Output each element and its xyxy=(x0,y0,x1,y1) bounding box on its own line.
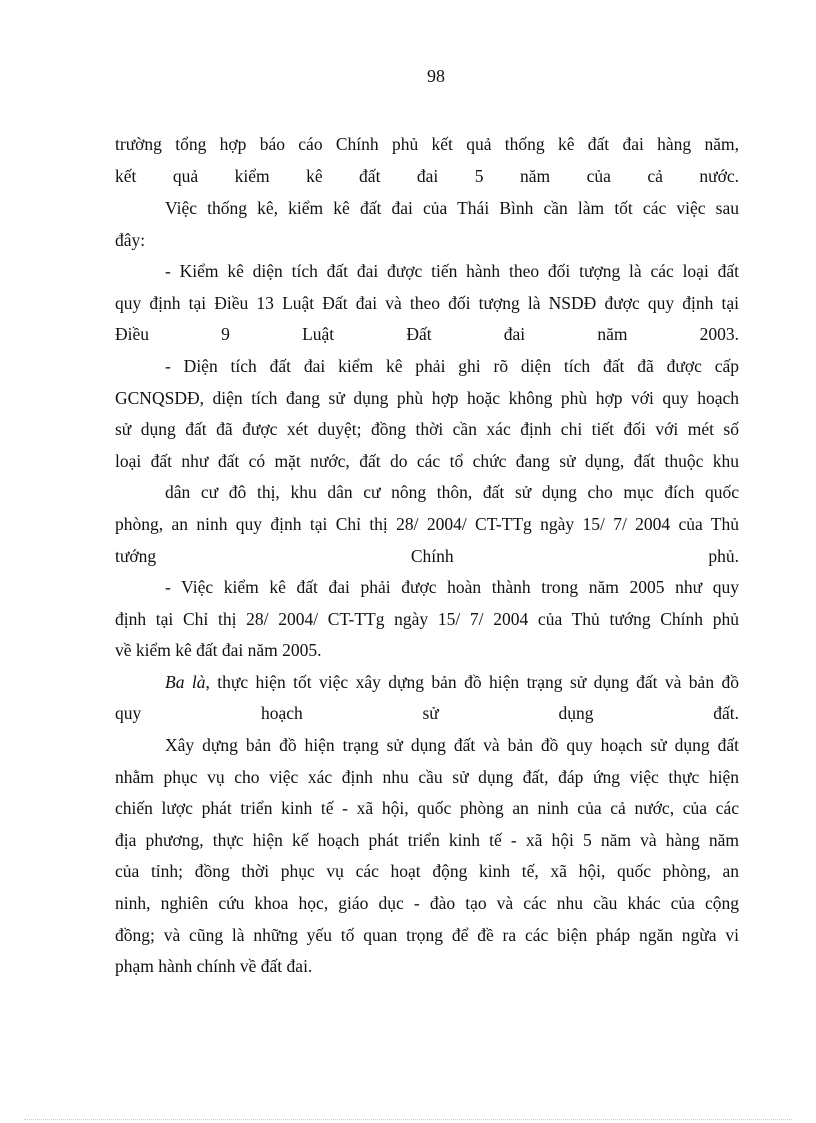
page-bottom-rule xyxy=(24,1119,792,1120)
text-line: kết quả kiểm kê đất đai 5 năm của cả nước. xyxy=(115,166,739,186)
text-line: Xây dựng bản đồ hiện trạng sử dụng đất và bản đồ quy hoạch sử dụng đất xyxy=(165,735,739,755)
text-line: - Việc kiểm kê đất đai phải được hoàn thành trong năm 2005 như quy xyxy=(165,577,739,597)
text-line: của tỉnh; đồng thời phục vụ các hoạt động kinh tế, xã hội, quốc phòng, an xyxy=(115,861,739,881)
text-line: trường tổng hợp báo cáo Chính phủ kết quả thống kê đất đai hàng năm, xyxy=(115,134,739,154)
text-line xyxy=(165,666,739,698)
text-line: GCNQSDĐ, diện tích đang sử dụng phù hợp hoặc không phù hợp với quy hoạch xyxy=(115,388,739,408)
text-line: Điều 9 Luật Đất đai năm 2003. xyxy=(115,324,739,344)
text-line: - Kiểm kê diện tích đất đai được tiến hành theo đối tượng là các loại đất xyxy=(165,261,739,281)
text-line: về kiểm kê đất đai năm 2005. xyxy=(115,640,322,660)
text-line: quy định tại Điều 13 Luật Đất đai và theo đối tượng là NSDĐ được quy định tại xyxy=(115,293,739,313)
text-line: định tại Chỉ thị 28/ 2004/ CT-TTg ngày 15/ 7/ 2004 của Thủ tướng Chính phủ xyxy=(115,609,739,629)
text-line: loại đất như đất có mặt nước, đất do các tổ chức đang sử dụng, đất thuộc khu xyxy=(115,451,739,471)
text-line: nhằm phục vụ cho việc xác định nhu cầu sử dụng đất, đáp ứng việc thực hiện xyxy=(115,767,739,787)
text-line: sử dụng đất đã được xét duyệt; đồng thời cần xác định chi tiết đối với mét số xyxy=(115,419,739,439)
text-line: tướng Chính phủ. xyxy=(115,546,739,566)
text-line: ninh, nghiên cứu khoa học, giáo dục - đào tạo và các nhu cầu khác của cộng xyxy=(115,893,739,913)
text-line: phòng, an ninh quy định tại Chỉ thị 28/ 2004/ CT-TTg ngày 15/ 7/ 2004 của Thủ xyxy=(115,514,739,534)
text-line: phạm hành chính về đất đai. xyxy=(115,956,313,976)
text-line: Việc thống kê, kiểm kê đất đai của Thái Bình cần làm tốt các việc sau xyxy=(165,198,739,218)
text-line: đây: xyxy=(115,230,146,250)
text-line: địa phương, thực hiện kế hoạch phát triển kinh tế - xã hội 5 năm và hàng năm xyxy=(115,830,739,850)
text-span: , thực hiện tốt việc xây dựng bản đồ hiện trạng sử dụng đất và bản đồ xyxy=(205,672,739,692)
text-line: đồng; và cũng là những yếu tố quan trọng để đề ra các biện pháp ngăn ngừa vi xyxy=(115,925,739,945)
text-line: quy hoạch sử dụng đất. xyxy=(115,703,739,723)
text-line: chiến lược phát triển kinh tế - xã hội, quốc phòng an ninh của cả nước, của các xyxy=(115,798,739,818)
text-line: dân cư đô thị, khu dân cư nông thôn, đất sử dụng cho mục đích quốc xyxy=(165,482,739,502)
page-number: 98 xyxy=(427,66,445,86)
emphasis-text: Ba là xyxy=(165,672,206,692)
text-line: - Diện tích đất đai kiểm kê phải ghi rõ diện tích đất đã được cấp xyxy=(165,356,739,376)
